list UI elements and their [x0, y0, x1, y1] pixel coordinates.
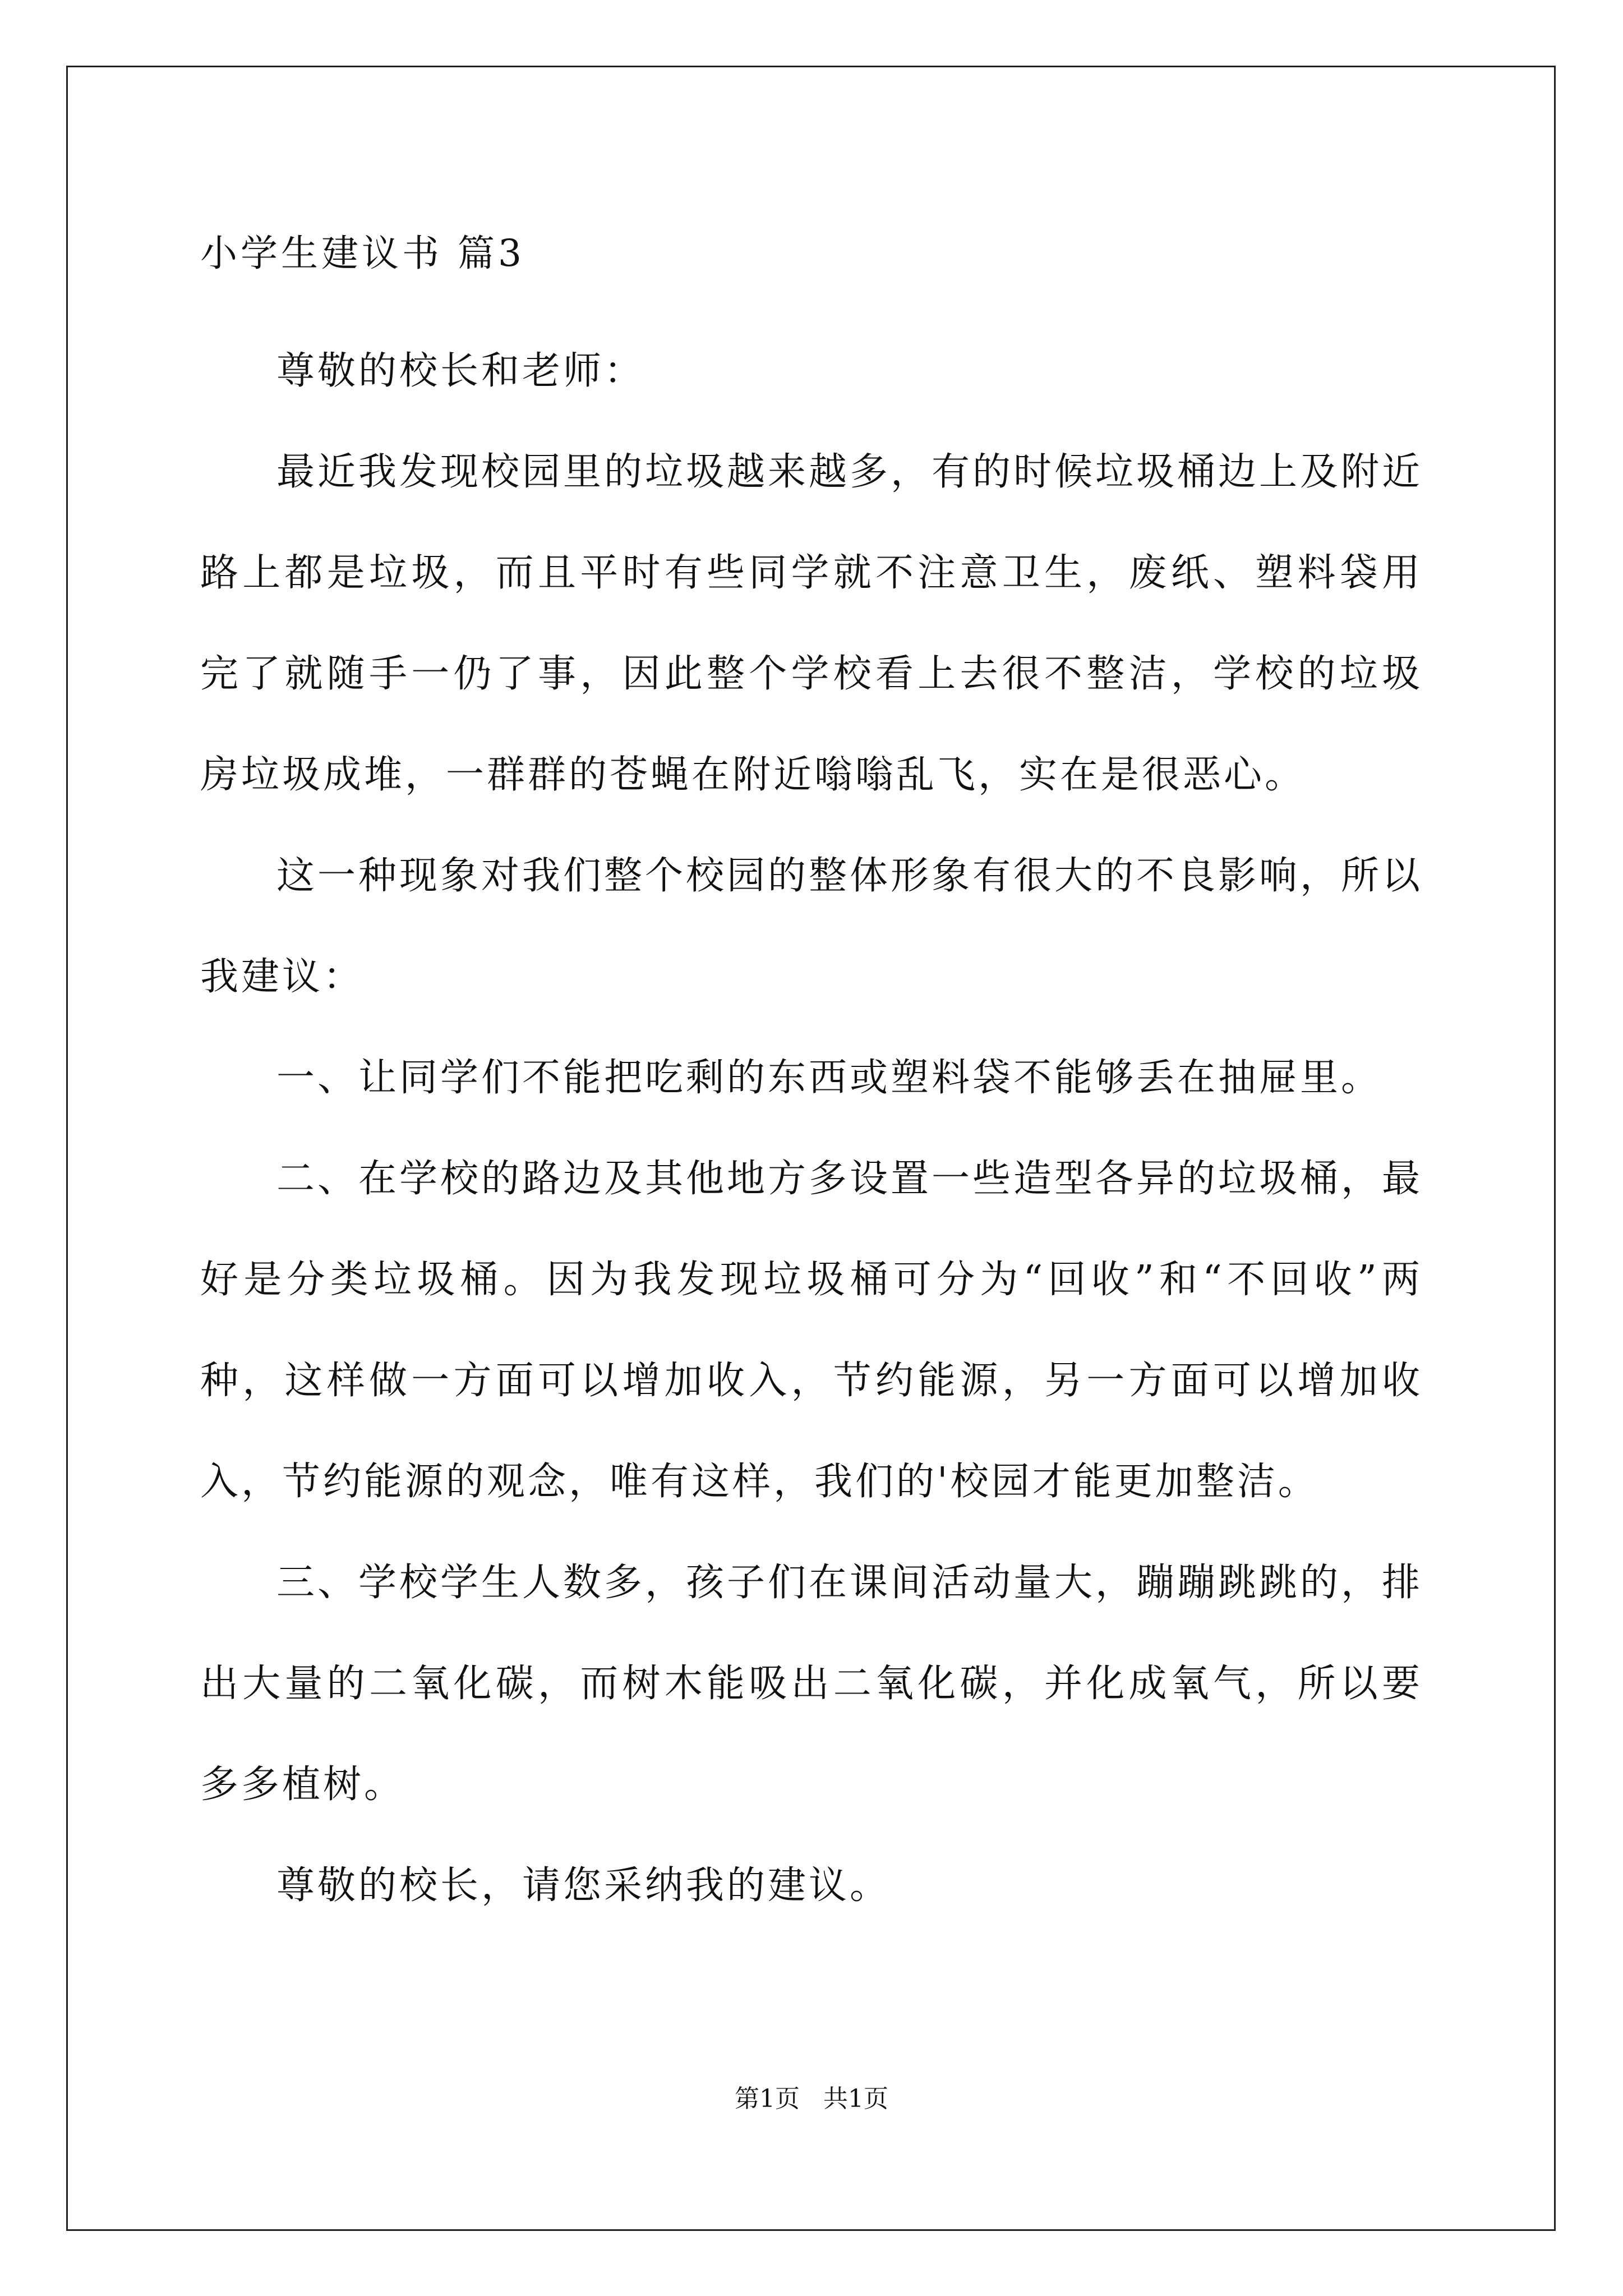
closing-line: 尊敬的校长，请您采纳我的建议。: [276, 1864, 891, 1908]
suggestion-2: 二、在学校的路边及其他地方多设置一些造型各异的垃圾桶，最好是分类垃圾桶。因为我发现垃圾桶可分为“回收”和“不回收”两种，这样做一方面可以增加收入，节约能源，另一方面可以增加收入，节约能源的观念，唯有这样，我们的'校园才能更加整洁。: [200, 1157, 1423, 1504]
document-title: 小学生建议书 篇3: [200, 232, 525, 275]
suggestion-3: 三、学校学生人数多，孩子们在课间活动量大，蹦蹦跳跳的，排出大量的二氧化碳，而树木能吸出二氧化碳，并化成氧气，所以要多多植树。: [200, 1561, 1423, 1807]
suggestion-1: 一、让同学们不能把吃剩的东西或塑料袋不能够丢在抽屉里。: [276, 1056, 1382, 1100]
document-body: [200, 220, 1423, 1936]
paragraph-problem: 最近我发现校园里的垃圾越来越多，有的时候垃圾桶边上及附近路上都是垃圾，而且平时有些同学就不注意卫生，废纸、塑料袋用完了就随手一仍了事，因此整个学校看上去很不整洁，学校的垃圾房垃圾成堆，一群群的苍蝇在附近嗡嗡乱飞，实在是很恶心。: [200, 450, 1423, 797]
page-number: 第1页 共1页: [735, 2085, 888, 2113]
paragraph-intro-suggestions: 这一种现象对我们整个校园的整体形象有很大的不良影响，所以我建议：: [200, 854, 1423, 999]
salutation: 尊敬的校长和老师：: [276, 349, 645, 393]
